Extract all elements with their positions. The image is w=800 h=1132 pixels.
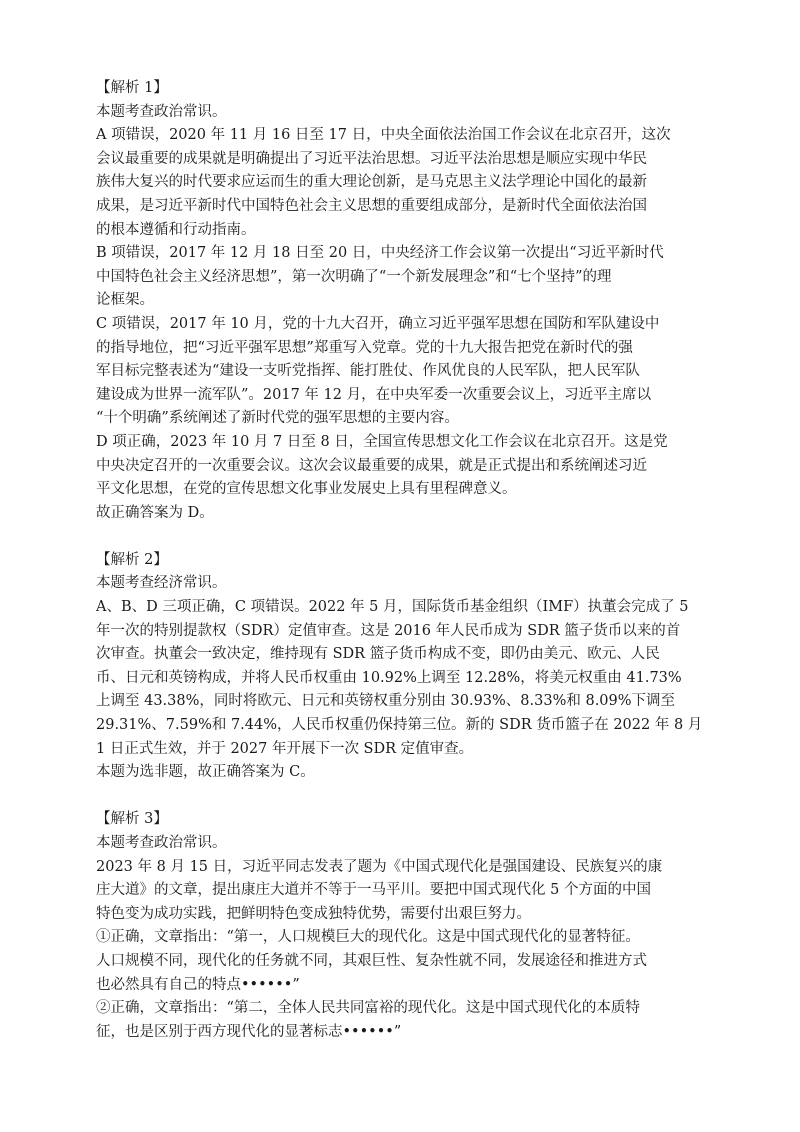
text-line: 本题考查政治常识。 xyxy=(96,103,227,120)
text-line: 论框架。 xyxy=(96,292,154,309)
text-line: A 项错误，2020 年 11 月 16 日至 17 日，中央全面依法治国工作会议在北京召开，这次 xyxy=(96,127,671,144)
text-line: 2023 年 8 月 15 日，习近平同志发表了题为《中国式现代化是强国建设、民族复兴的康 xyxy=(96,858,663,875)
document-content xyxy=(96,77,716,1044)
text-line: “十个明确”系统阐述了新时代党的强军思想的主要内容。 xyxy=(96,410,459,427)
text-line: 征，也是区别于西方现代化的显著标志••••••” xyxy=(96,1023,402,1040)
text-line: 中央决定召开的一次重要会议。这次会议最重要的成果，就是正式提出和系统阐述习近 xyxy=(96,457,647,474)
text-line: 成果，是习近平新时代中国特色社会主义思想的重要组成部分，是新时代全面依法治国 xyxy=(96,197,647,214)
text-line: 本题考查经济常识。 xyxy=(96,575,227,592)
text-line: 人口规模不同，现代化的任务就不同，其艰巨性、复杂性就不同，发展途径和推进方式 xyxy=(96,952,647,969)
text-line: 次审查。执董会一致决定，维持现有 SDR 篮子货币构成不变，即仍由美元、欧元、人民 xyxy=(96,646,660,663)
text-line: 中国特色社会主义经济思想”，第一次明确了“一个新发展理念”和“七个坚持”的理 xyxy=(96,268,612,285)
text-line: B 项错误，2017 年 12 月 18 日至 20 日，中央经济工作会议第一次提出“习近平新时代 xyxy=(96,245,664,262)
text-line: 族伟大复兴的时代要求应运而生的重大理论创新，是马克思主义法学理论中国化的最新 xyxy=(96,174,647,191)
text-line: 本题考查政治常识。 xyxy=(96,835,227,851)
text-line: A、B、D 三项正确，C 项错误。2022 年 5 月，国际货币基金组织（IMF）执董会完成了 5 xyxy=(96,599,689,616)
text-line: 29.31%、7.59%和 7.44%，人民币权重仍保持第三位。新的 SDR 货币篮子在 2022 年 8 月 xyxy=(96,717,703,734)
text-line: 建设成为世界一流军队”。2017 年 12 月，在中央军委一次重要会议上，习近平主席以 xyxy=(96,386,652,403)
analysis-section-3 xyxy=(96,808,716,1044)
text-line: 1 日正式生效，并于 2027 年开展下一次 SDR 定值审查。 xyxy=(96,740,474,757)
text-line: 庄大道》的文章，提出康庄大道并不等于一马平川。要把中国式现代化 5 个方面的中国 xyxy=(96,882,651,899)
text-line: 会议最重要的成果就是明确提出了习近平法治思想。习近平法治思想是顺应实现中华民 xyxy=(96,150,647,167)
text-line: ②正确，文章指出：“第二，全体人民共同富裕的现代化。这是中国式现代化的本质特 xyxy=(96,1000,640,1017)
text-line: D 项正确，2023 年 10 月 7 日至 8 日，全国宣传思想文化工作会议在北京召开。这是党 xyxy=(96,433,668,450)
text-line: 币、日元和英镑构成，并将人民币权重由 10.92%上调至 12.28%，将美元权重由 41.73% xyxy=(96,669,682,686)
text-line: 军目标完整表述为“建设一支听党指挥、能打胜仗、作风优良的人民军队，把人民军队 xyxy=(96,363,640,380)
text-line: 也必然具有自己的特点••••••” xyxy=(96,976,300,993)
text-line: C 项错误，2017 年 10 月，党的十九大召开，确立习近平强军思想在国防和军队建设中 xyxy=(96,315,660,332)
text-line: 平文化思想，在党的宣传思想文化事业发展史上具有里程碑意义。 xyxy=(96,481,517,498)
section-heading: 【解析 3】 xyxy=(96,811,168,828)
text-line: 故正确答案为 D。 xyxy=(96,504,214,521)
section-heading: 【解析 2】 xyxy=(96,551,168,568)
text-line: 特色变为成功实践，把鲜明特色变成独特优势，需要付出艰巨努力。 xyxy=(96,905,531,922)
analysis-section-1 xyxy=(96,77,716,525)
text-line: ①正确，文章指出：“第一，人口规模巨大的现代化。这是中国式现代化的显著特征。 xyxy=(96,929,640,946)
text-line: 的根本遵循和行动指南。 xyxy=(96,221,256,238)
text-line: 本题为选非题，故正确答案为 C。 xyxy=(96,764,315,781)
text-line: 年一次的特别提款权（SDR）定值审查。这是 2016 年人民币成为 SDR 篮子货币以来的首 xyxy=(96,622,681,639)
section-heading: 【解析 1】 xyxy=(96,80,168,96)
analysis-section-2 xyxy=(96,549,716,785)
text-line: 上调至 43.38%，同时将欧元、日元和英镑权重分别由 30.93%、8.33%和 8.09%下调至 xyxy=(96,693,676,710)
text-line: 的指导地位，把“习近平强军思想”郑重写入党章。党的十九大报告把党在新时代的强 xyxy=(96,339,633,356)
